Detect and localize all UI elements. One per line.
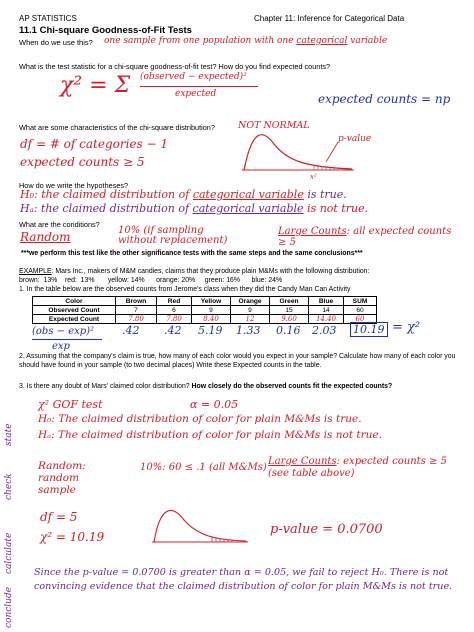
side-label-check: check <box>4 473 14 500</box>
table-cell: 9.60 <box>270 315 309 324</box>
question-statistic: What is the test statistic for a chi-square goodness-of-fit test? How do you find expected counts? <box>19 62 331 71</box>
table-cell: 9 <box>231 306 270 315</box>
contribution-value: 0.16 <box>276 324 301 337</box>
check-large-counts-label: Large Counts <box>268 456 337 467</box>
check-random-text: Random: random sample <box>38 460 86 496</box>
answer-use-part1: one sample from one population with one <box>104 36 294 46</box>
table-cell: 12 <box>231 315 270 324</box>
table-header: Red <box>157 297 192 306</box>
contribution-value: .42 <box>164 324 182 337</box>
course-label: AP STATISTICS <box>19 14 77 23</box>
side-label-calculate: calculate <box>4 532 14 574</box>
chi-square-axis-label: x² <box>310 173 317 181</box>
table-cell: 9 <box>192 306 231 315</box>
table-header: Brown <box>116 297 157 306</box>
calc-p-value: p-value = 0.0700 <box>270 522 383 537</box>
table-cell: 60 <box>344 306 377 315</box>
null-hypothesis-part2: categorical variable <box>192 188 304 201</box>
condition-ten-percent-text: 10% (if sampling without replacement) <box>118 225 228 246</box>
counts-table <box>32 296 377 324</box>
contribution-denominator: exp <box>52 341 70 352</box>
expected-counts-formula: expected counts = np <box>318 92 451 106</box>
alternative-hypothesis <box>20 202 368 215</box>
question-use: When do we use this? <box>19 38 93 47</box>
table-header-row <box>33 297 377 306</box>
example-intro <box>19 268 369 275</box>
page-title: 11.1 Chi-square Goodness-of-Fit Tests <box>19 25 192 36</box>
check-large-counts <box>268 456 458 480</box>
fraction-bar <box>140 86 258 87</box>
answer-use-part2: categorical <box>296 36 348 46</box>
state-test: χ² GOF test <box>38 398 103 411</box>
stat-formula-denominator: expected <box>175 89 217 99</box>
side-label-conclude: conclude <box>4 586 14 628</box>
table-header: SUM <box>344 297 377 306</box>
table-cell: 7.80 <box>116 315 157 324</box>
table-cell: 6 <box>157 306 192 315</box>
table-row <box>33 315 377 324</box>
check-large-counts-text: : expected counts ≥ 5 (see table above) <box>268 456 447 479</box>
pvalue-label: p-value <box>338 134 372 144</box>
table-row <box>33 306 377 315</box>
question-3-part1: 3. Is there any doubt of Mars' claimed color distribution? <box>19 383 190 390</box>
state-null: H₀: The claimed distribution of color for plain M&Ms is true. <box>38 413 362 425</box>
conclusion-text: Since the p-value = 0.0700 is greater than α = 0.05, we fail to reject H₀. There is not convincing evidence that the claimed distribution of color for plain M&Ms is not true. <box>34 567 453 592</box>
table-cell: 7.80 <box>157 315 192 324</box>
table-header: Orange <box>231 297 270 306</box>
example-text: : Mars Inc., makers of M&M candies, claims that they produce plain M&Ms with the following distribution: <box>51 268 370 275</box>
condition-large-counts <box>278 226 458 248</box>
claimed-distribution: brown: 13% red: 13% yellow: 14% orange: 20% green: 16% blue: 24% <box>19 277 283 284</box>
calc-df: df = 5 <box>40 510 78 524</box>
question-characteristics: What are some characteristics of the chi-square distribution? <box>19 123 215 132</box>
table-cell: 7 <box>116 306 157 315</box>
condition-random: Random <box>20 230 71 244</box>
answer-use-part3: variable <box>350 36 388 46</box>
question-conditions: What are the conditions? <box>19 220 100 229</box>
contribution-equals-chi: = χ² <box>392 320 421 335</box>
stat-formula-lhs: χ² = Σ <box>60 73 131 98</box>
row-label: Expected Count <box>33 315 116 324</box>
calc-chi-square: χ² = 10.19 <box>40 530 105 544</box>
p-value-curve-sketch <box>150 500 250 548</box>
condition-large-counts-text: : all expected counts ≥ 5 <box>278 226 452 248</box>
table-header: Blue <box>309 297 344 306</box>
procedure-note: ***we perform this test like the other significance tests with the same steps and the same conclusions*** <box>21 250 363 257</box>
contribution-label: (obs − exp)² <box>32 326 95 337</box>
table-cell: 8.40 <box>192 315 231 324</box>
table-cell: 14 <box>309 306 344 315</box>
alt-hypothesis-part2: categorical variable <box>192 202 304 215</box>
contribution-fraction-bar <box>32 339 102 340</box>
side-label-state: state <box>4 423 14 446</box>
example-label: EXAMPLE <box>19 268 52 275</box>
table-header: Yellow <box>192 297 231 306</box>
contribution-value: 2.03 <box>312 324 337 337</box>
df-formula: df = # of categories − 1 <box>20 137 169 151</box>
question-3-part2: How closely do the observed counts fit the expected counts? <box>191 383 393 390</box>
stat-formula-numerator: (observed − expected)² <box>140 72 247 82</box>
contribution-value: 5.19 <box>198 324 223 337</box>
null-hypothesis <box>20 188 347 201</box>
check-random <box>38 460 118 496</box>
condition-large-counts-label: Large Counts <box>278 226 347 237</box>
not-normal: NOT NORMAL <box>238 120 310 131</box>
answer-use <box>104 36 387 46</box>
question-hypotheses: How do we write the hypotheses? <box>19 181 129 190</box>
table-cell: 15 <box>270 306 309 315</box>
alt-hypothesis-part3: is not true. <box>307 202 369 215</box>
null-hypothesis-part3: is true. <box>307 188 347 201</box>
question-2: 2. Assuming that the company's claim is true, how many of each color would you expect in your sample? Calculate how many of each color you should have found in your sample (to two decimal places) Write these Expected counts in the table. <box>19 353 456 369</box>
check-ten-percent: 10%: 60 ≤ .1 (all M&Ms) <box>140 462 267 473</box>
condition-ten-percent <box>118 226 238 246</box>
contribution-value: .42 <box>122 324 140 337</box>
null-hypothesis-part1: H₀: the claimed distribution of <box>20 188 190 201</box>
expected-count-condition: expected counts ≥ 5 <box>20 155 145 169</box>
chapter-label: Chapter 11: Inference for Categorical Data <box>254 14 405 23</box>
question-3 <box>19 382 459 391</box>
question-1: 1. In the table below are the observed counts from Jerome's class when they did the Candy Man Can Activity <box>19 286 351 293</box>
table-header: Color <box>33 297 116 306</box>
table-header: Green <box>270 297 309 306</box>
row-label: Observed Count <box>33 306 116 315</box>
chi-square-curve-sketch <box>238 120 358 180</box>
contribution-sum: 10.19 <box>350 322 388 337</box>
table-cell: 60 <box>344 315 377 324</box>
state-alt: Hₐ: The claimed distribution of color for plain M&Ms is not true. <box>38 429 382 441</box>
table-cell: 14.40 <box>309 315 344 324</box>
state-alpha: α = 0.05 <box>190 398 239 411</box>
alt-hypothesis-part1: Hₐ: the claimed distribution of <box>20 202 190 215</box>
contribution-value: 1.33 <box>236 324 261 337</box>
